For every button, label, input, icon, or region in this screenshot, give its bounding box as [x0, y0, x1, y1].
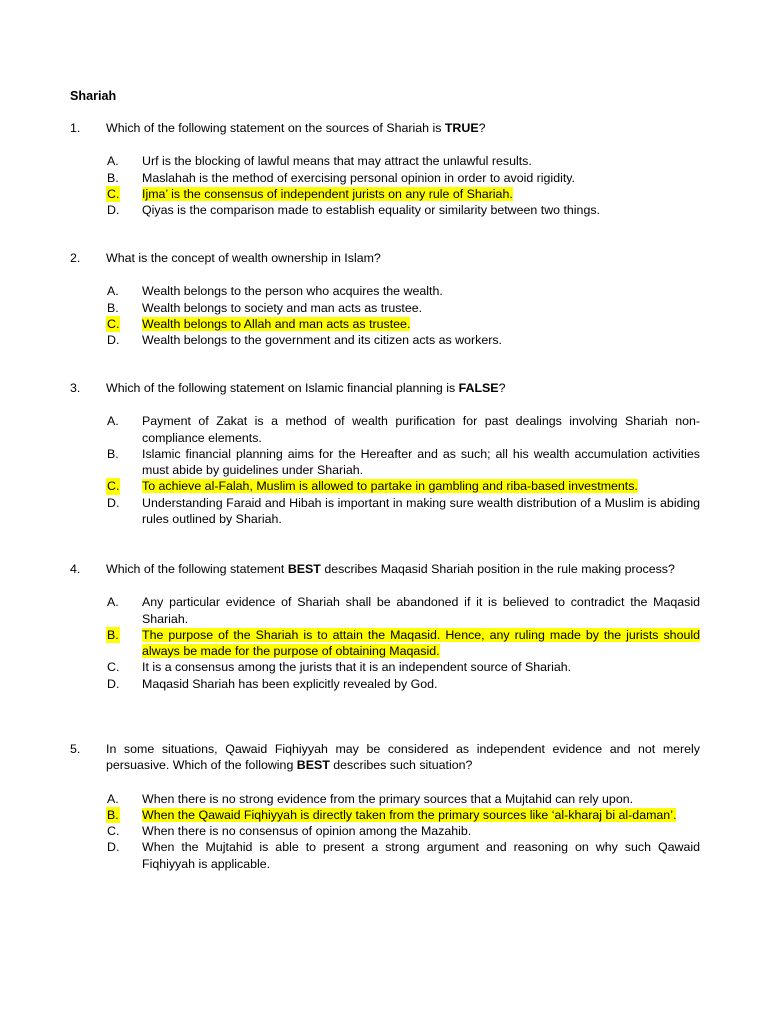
question-text	[106, 380, 700, 396]
option-b-highlighted	[70, 807, 700, 823]
question-emphasis: BEST	[296, 758, 330, 773]
question-text	[106, 250, 700, 266]
option-c-highlighted	[70, 316, 700, 332]
option-b	[70, 170, 700, 186]
option-a	[70, 791, 700, 807]
option-letter: B.	[107, 300, 119, 315]
option-text: When there is no strong evidence from the primary sources that a Mujtahid can rely upon.	[142, 791, 634, 806]
option-d	[70, 839, 700, 872]
option-letter: C.	[107, 186, 120, 201]
option-letter: D.	[107, 203, 120, 218]
question-emphasis: BEST	[287, 562, 321, 576]
option-letter: A.	[107, 284, 119, 299]
option-b-highlighted	[70, 627, 700, 660]
question-header	[70, 120, 700, 136]
option-text: Maqasid Shariah has been explicitly revealed by God.	[142, 676, 438, 691]
option-c	[70, 823, 700, 839]
option-letter: B.	[107, 170, 119, 185]
option-d	[70, 202, 700, 218]
question-number: 1.	[70, 121, 81, 135]
option-text: Urf is the blocking of lawful means that may attract the unlawful results.	[142, 154, 532, 169]
options-list	[70, 413, 700, 527]
option-a	[70, 413, 700, 446]
option-a	[70, 283, 700, 299]
option-d	[70, 495, 700, 528]
question-text-part: Which of the following statement	[106, 562, 288, 576]
question-text-part: ?	[478, 121, 486, 135]
option-text: Islamic financial planning aims for the Hereafter and as such; all his wealth accumulation activities must abide by guidelines under Shariah.	[142, 446, 700, 478]
options-list	[70, 594, 700, 692]
option-letter: C.	[107, 824, 120, 839]
question-text-part: describes Maqasid Shariah position in the rule making process?	[320, 562, 675, 576]
option-text: Qiyas is the comparison made to establish equality or similarity between two things.	[142, 203, 600, 218]
option-text: To achieve al-Falah, Muslim is allowed to partake in gambling and riba-based investments.	[142, 479, 638, 494]
option-letter: A.	[107, 154, 119, 169]
question-number: 3.	[70, 381, 81, 395]
question-number: 2.	[70, 251, 81, 265]
option-letter: D.	[107, 840, 120, 855]
option-text: Wealth belongs to society and man acts as trustee.	[142, 300, 423, 315]
question-text	[106, 120, 700, 136]
option-a	[70, 153, 700, 169]
question-2	[70, 250, 700, 348]
document-title: Shariah	[70, 89, 117, 103]
option-letter: A.	[107, 791, 119, 806]
question-5	[70, 741, 700, 872]
option-letter: C.	[107, 316, 120, 331]
option-c-highlighted	[70, 186, 700, 202]
question-text	[106, 741, 700, 774]
option-letter: D.	[107, 676, 120, 691]
option-c	[70, 659, 700, 675]
option-text: It is a consensus among the jurists that it is an independent source of Shariah.	[142, 660, 572, 675]
question-text	[106, 561, 700, 577]
question-header	[70, 250, 700, 266]
question-3	[70, 380, 700, 527]
option-text: Wealth belongs to the person who acquires the wealth.	[142, 284, 443, 299]
option-letter: C.	[107, 479, 120, 494]
option-text: Ijma’ is the consensus of independent jurists on any rule of Shariah.	[142, 186, 513, 201]
option-text: When the Mujtahid is able to present a strong argument and reasoning on why such Qawaid Fiqhiyyah is applicable.	[142, 840, 700, 871]
question-1	[70, 120, 700, 218]
option-letter: A.	[107, 595, 119, 610]
question-text-part: What is the concept of wealth ownership in Islam?	[106, 251, 381, 265]
option-letter: C.	[107, 660, 120, 675]
options-list	[70, 283, 700, 348]
question-header	[70, 741, 700, 774]
question-text-part: In some situations, Qawaid Fiqhiyyah may be considered as independent evidence and not merely persuasive. Which of the following	[106, 742, 700, 773]
question-4	[70, 561, 700, 692]
option-text: When the Qawaid Fiqhiyyah is directly taken from the primary sources like ‘al-kharaj bi al-daman’.	[142, 807, 677, 822]
question-text-part: describes such situation?	[329, 758, 473, 773]
question-number: 4.	[70, 562, 81, 576]
option-a	[70, 594, 700, 627]
option-letter: B.	[107, 627, 119, 642]
option-c-highlighted	[70, 478, 700, 494]
options-list	[70, 791, 700, 872]
option-text: Understanding Faraid and Hibah is important in making sure wealth distribution of a Muslim is abiding rules outlined by Shariah.	[142, 495, 700, 527]
question-emphasis: FALSE	[458, 381, 499, 395]
option-text: When there is no consensus of opinion among the Mazahib.	[142, 824, 472, 839]
question-header	[70, 380, 700, 396]
option-text: Wealth belongs to Allah and man acts as trustee.	[142, 316, 411, 331]
option-d	[70, 676, 700, 692]
question-header	[70, 561, 700, 577]
question-text-part: Which of the following statement on Islamic financial planning is	[106, 381, 459, 395]
option-d	[70, 332, 700, 348]
option-text: Maslahah is the method of exercising personal opinion in order to avoid rigidity.	[142, 170, 575, 185]
option-letter: D.	[107, 333, 120, 348]
option-b	[70, 446, 700, 479]
question-emphasis: TRUE	[444, 121, 479, 135]
option-letter: D.	[107, 495, 120, 510]
question-text-part: Which of the following statement on the sources of Shariah is	[106, 121, 445, 135]
question-number: 5.	[70, 742, 81, 756]
option-b	[70, 300, 700, 316]
option-letter: B.	[107, 446, 119, 461]
option-text: The purpose of the Shariah is to attain the Maqasid. Hence, any ruling made by the jurists should always be made for the purpose of obtaining Maqasid.	[142, 627, 700, 659]
options-list	[70, 153, 700, 218]
option-letter: B.	[107, 807, 119, 822]
option-text: Payment of Zakat is a method of wealth purification for past dealings involving Shariah non-compliance elements.	[142, 414, 700, 445]
question-text-part: ?	[498, 381, 506, 395]
option-text: Wealth belongs to the government and its citizen acts as workers.	[142, 333, 502, 348]
option-text: Any particular evidence of Shariah shall be abandoned if it is believed to contradict the Maqasid Shariah.	[142, 595, 700, 626]
option-letter: A.	[107, 414, 119, 429]
